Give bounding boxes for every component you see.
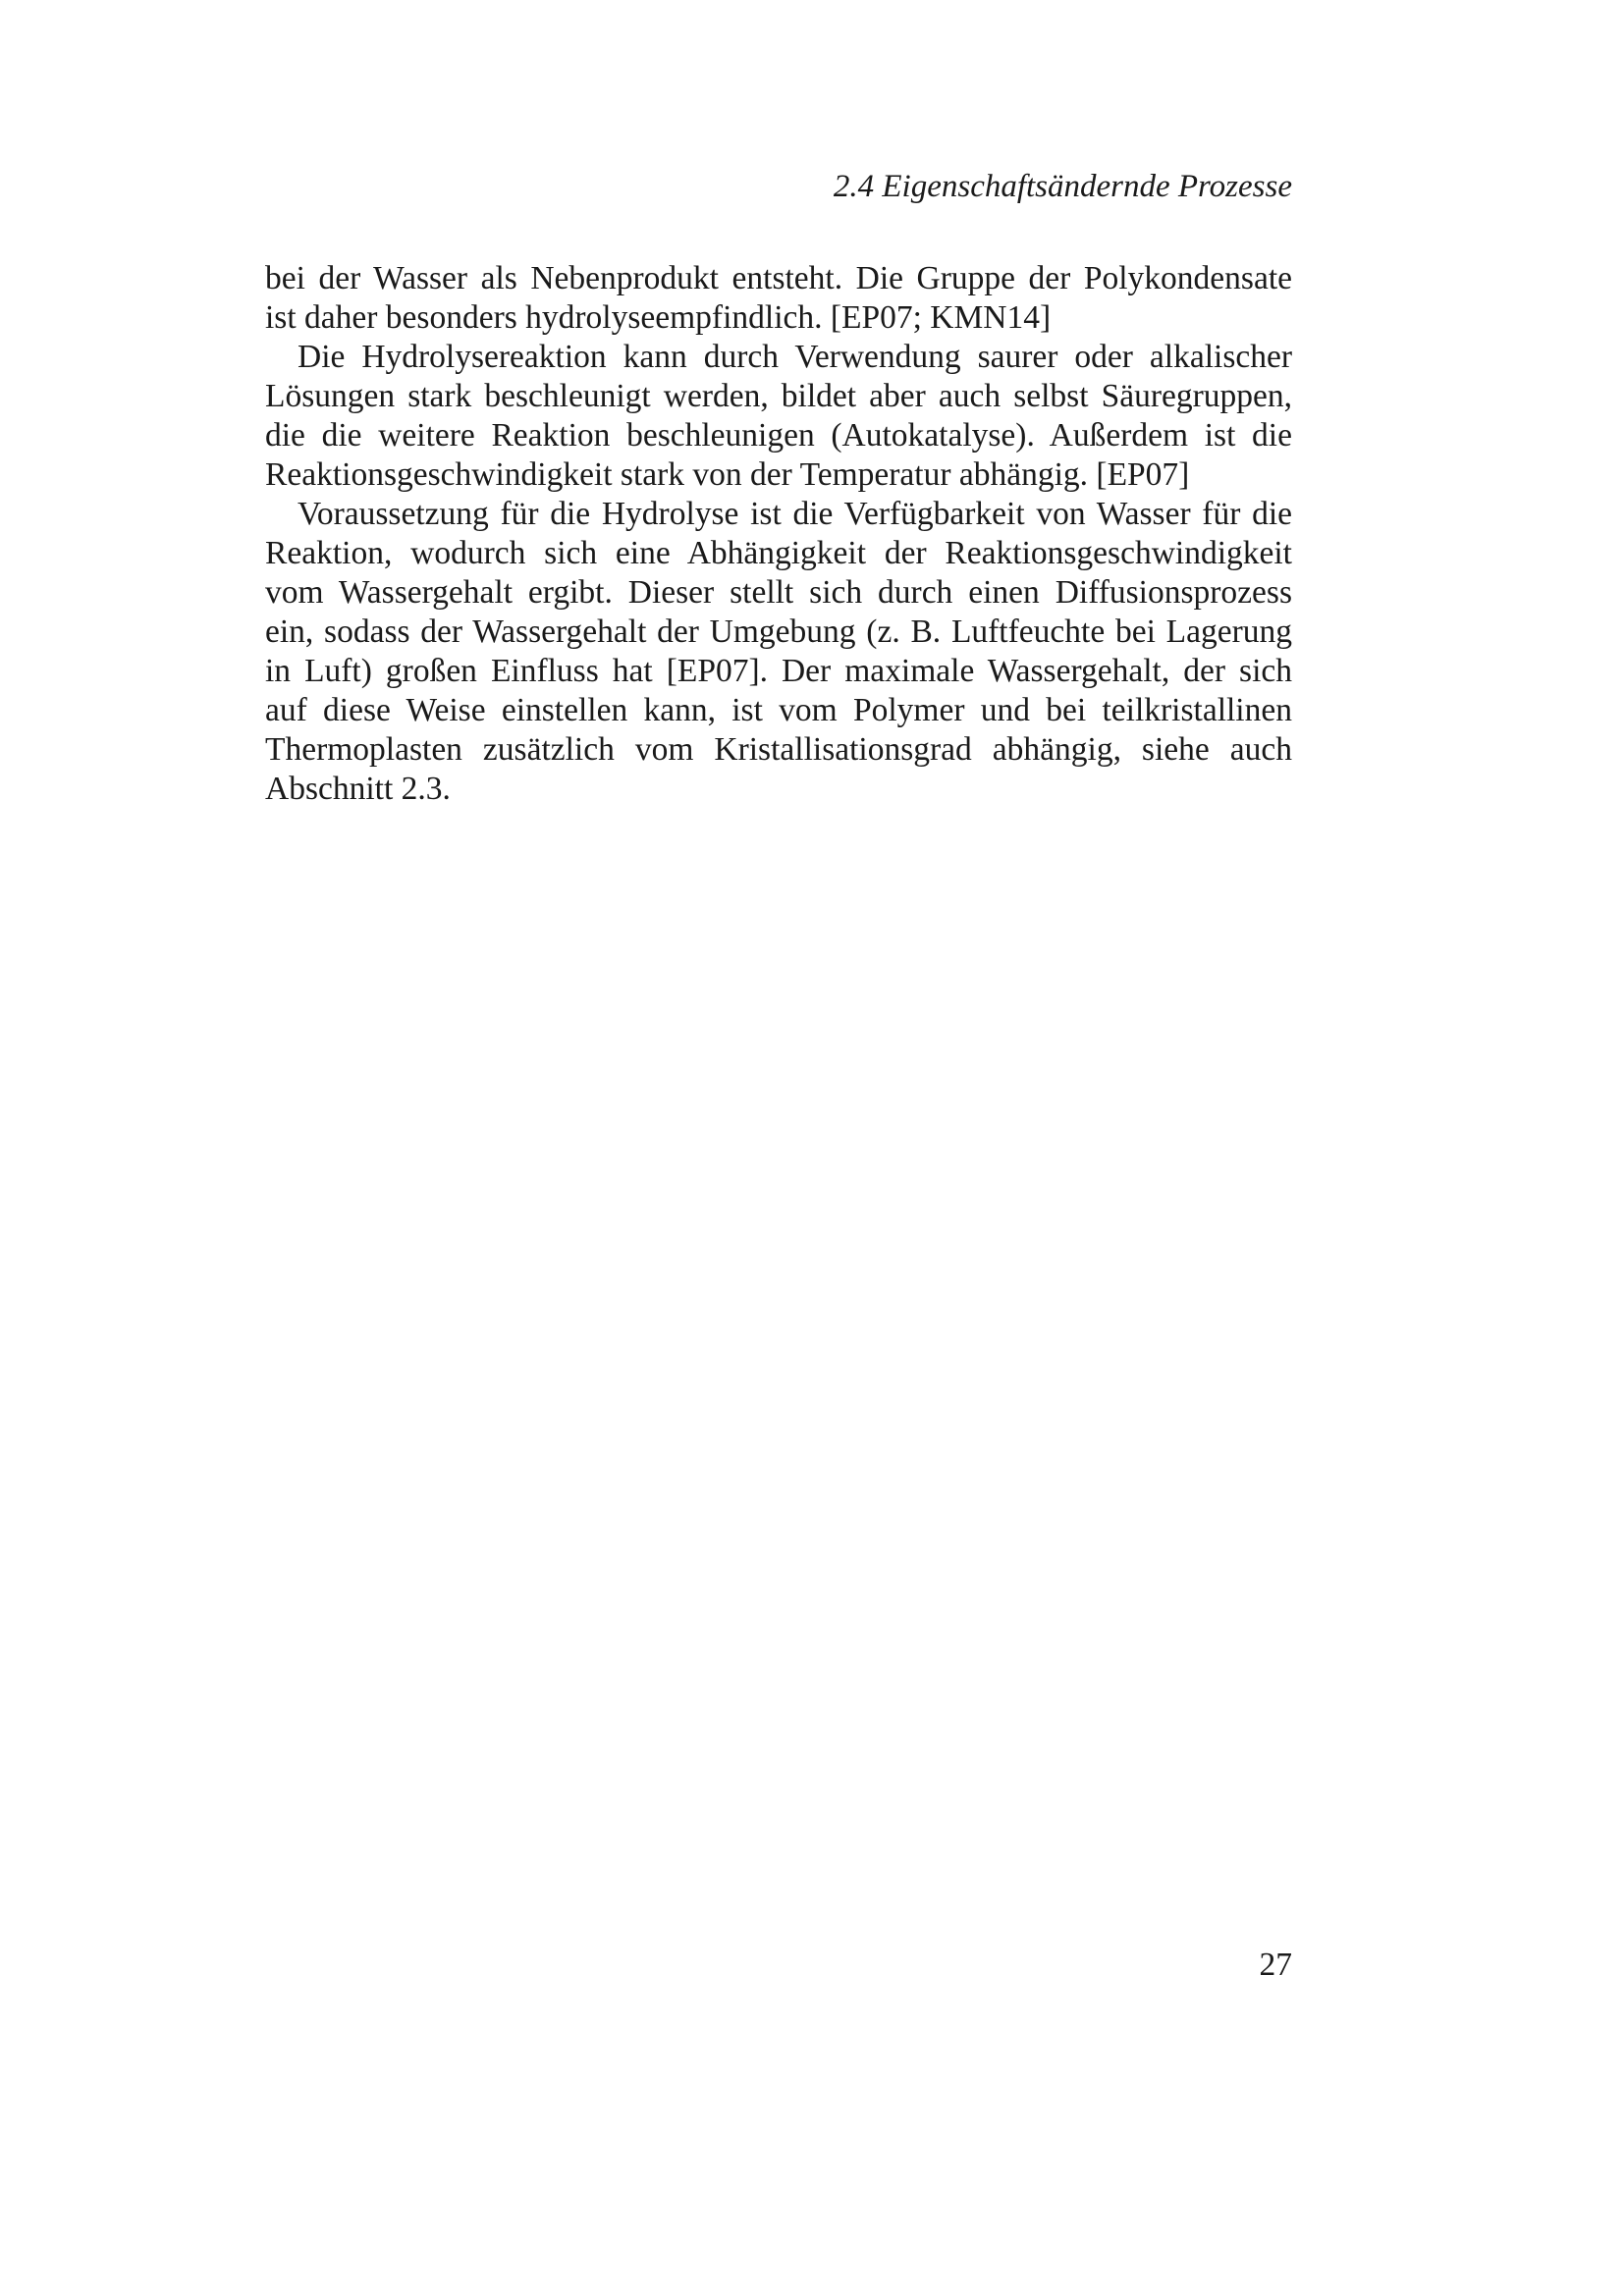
text-line: Abschnitt 2.3. xyxy=(265,771,451,807)
text-line: bei der Wasser als Nebenprodukt entsteht. Die Gruppe der Polykondensate xyxy=(265,260,1292,296)
text-line: vom Wassergehalt ergibt. Dieser stellt sich durch einen Diffusionsprozess xyxy=(265,574,1292,611)
text-line: in Luft) großen Einfluss hat [EP07]. Der maximale Wassergehalt, der sich xyxy=(265,653,1292,689)
text-line: Voraussetzung für die Hydrolyse ist die Verfügbarkeit von Wasser für die xyxy=(298,496,1292,532)
paragraph-1 xyxy=(265,259,1292,338)
page-number: 27 xyxy=(1259,1947,1292,1983)
body-text xyxy=(265,259,1292,809)
running-header: 2.4 Eigenschaftsändernde Prozesse xyxy=(833,169,1292,204)
text-line: auf diese Weise einstellen kann, ist vom Polymer und bei teilkristallinen xyxy=(265,692,1292,728)
paragraph-2 xyxy=(265,338,1292,495)
text-line: Thermoplasten zusätzlich vom Kristallisationsgrad abhängig, siehe auch xyxy=(265,731,1292,768)
text-line: Lösungen stark beschleunigt werden, bildet aber auch selbst Säuregruppen, xyxy=(265,378,1292,414)
text-line: Die Hydrolysereaktion kann durch Verwendung saurer oder alkalischer xyxy=(298,339,1292,375)
text-line: ein, sodass der Wassergehalt der Umgebung (z. B. Luftfeuchte bei Lagerung xyxy=(265,614,1292,650)
text-line: Reaktion, wodurch sich eine Abhängigkeit der Reaktionsgeschwindigkeit xyxy=(265,535,1292,571)
text-line: die die weitere Reaktion beschleunigen (Autokatalyse). Außerdem ist die xyxy=(265,417,1292,454)
text-line: ist daher besonders hydrolyseempfindlich. [EP07; KMN14] xyxy=(265,299,1052,336)
paragraph-3 xyxy=(265,495,1292,809)
text-line: Reaktionsgeschwindigkeit stark von der Temperatur abhängig. [EP07] xyxy=(265,456,1190,493)
